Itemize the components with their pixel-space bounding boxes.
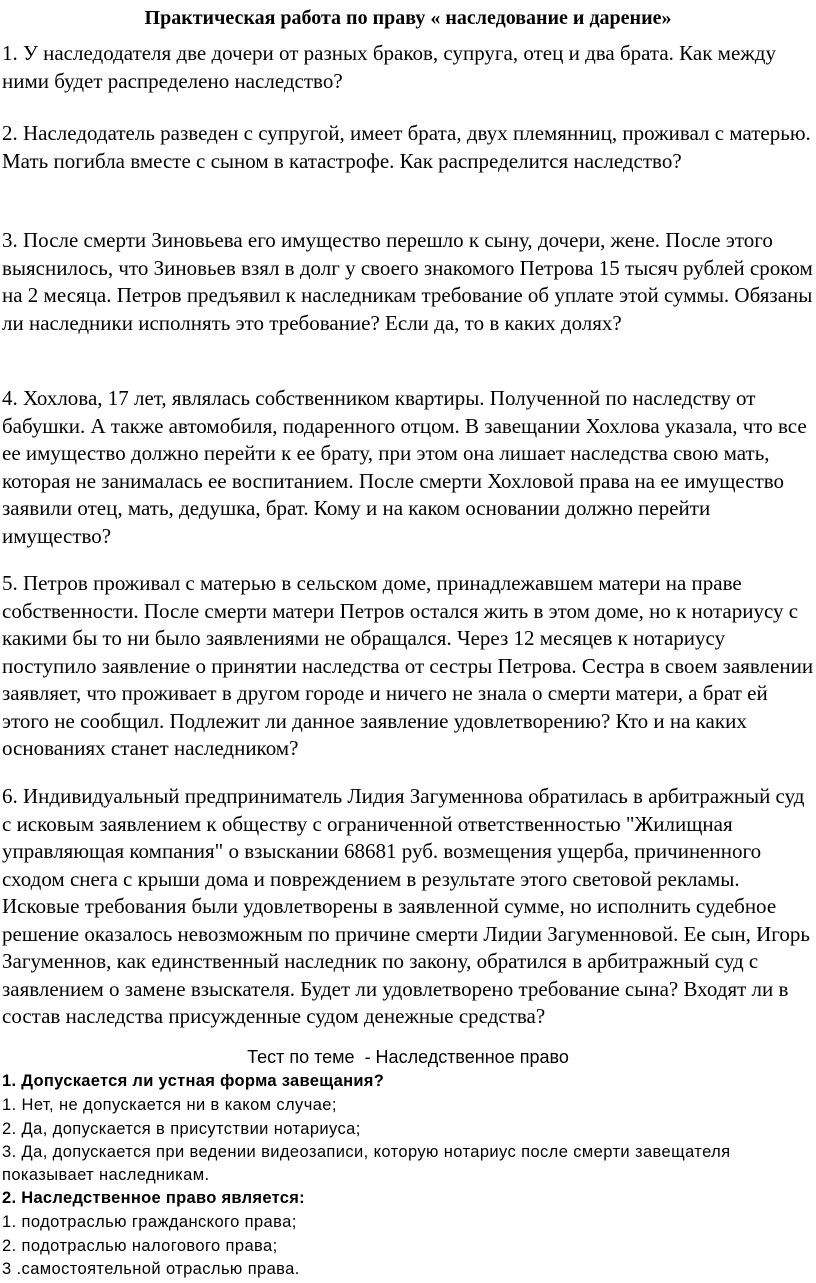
test-question-1-option-1: 1. Нет, не допускается ни в каком случае; — [2, 1096, 337, 1114]
task-2: 2. Наследодатель разведен с супругой, имеет брата, двух племянниц, проживал с матерью. Мать погибла вместе с сыном в катастрофе. Как распределится наследство? — [2, 121, 811, 173]
task-1: 1. У наследодателя две дочери от разных браков, супруга, отец и два брата. Как между ними будет распределено наследство? — [2, 41, 776, 93]
test-question-2-option-1: 1. подотраслью гражданского права; — [2, 1213, 297, 1231]
task-5: 5. Петров проживал с матерью в сельском доме, принадлежавшем матери на праве собственности. После смерти матери Петров остался жить в этом доме, но к нотариусу с какими бы то ни было заявлениями не обращался. Через 12 месяцев к нотариусу поступило заявление о принятии наследства от сестры Петрова. Сестра в своем заявлении заявляет, что проживает в другом городе и ничего не знала о смерти матери, а брат ей этого не сообщил. Подлежит ли данное заявление удовлетворению? Кто и на каких основаниях станет наследником? — [2, 571, 814, 760]
task-3: 3. После смерти Зиновьева его имущество перешло к сыну, дочери, жене. После этого выяснилось, что Зиновьев взял в долг у своего знакомого Петрова 15 тысяч рублей сроком на 2 месяца. Петров предъявил к наследникам требование об уплате этой суммы. Обязаны ли наследники исполнять это требование? Если да, то в каких долях? — [2, 228, 813, 335]
document-title: Практическая работа по праву « наследование и дарение» — [144, 7, 672, 29]
test-title: Тест по теме - Наследственное право — [247, 1047, 569, 1067]
task-6: 6. Индивидуальный предприниматель Лидия Загуменнова обратилась в арбитражный суд с исковым заявлением к обществу с ограниченной ответственностью "Жилищная управляющая компания" о взыскании 68681 руб. возмещения ущерба, причиненного сходом снега с крыши дома и повреждением в результате этого световой рекламы. Исковые требования были удовлетворены в заявленной сумме, но исполнить судебное решение оказалось невозможным по причине смерти Лидии Загуменновой. Ее сын, Игорь Загуменнов, как единственный наследник по закону, обратился в арбитражный суд с заявлением о замене взыскателя. Будет ли удовлетворено требование сына? Входят ли в состав наследства присужденные судом денежные средства? — [2, 784, 810, 1028]
test-question-1-option-2: 2. Да, допускается в присутствии нотариуса; — [2, 1120, 361, 1138]
test-question-2-option-3: 3 .самостоятельной отраслью права. — [2, 1260, 300, 1278]
test-question-1: 1. Допускается ли устная форма завещания? — [2, 1072, 385, 1090]
test-question-2: 2. Наследственное право является: — [2, 1189, 305, 1207]
test-question-1-option-3: 3. Да, допускается при ведении видеозаписи, которую нотариус после смерти завещателя показывает наследникам. — [2, 1143, 731, 1185]
task-4: 4. Хохлова, 17 лет, являлась собственником квартиры. Полученной по наследству от бабушки. А также автомобиля, подаренного отцом. В завещании Хохлова указала, что все ее имущество должно перейти к ее брату, при этом она лишает наследства свою мать, которая не занималась ее воспитанием. После смерти Хохловой права на ее имущество заявили отец, мать, дедушка, брат. Кому и на каком основании должно перейти имущество? — [2, 386, 807, 548]
test-question-2-option-2: 2. подотраслью налогового права; — [2, 1237, 278, 1255]
